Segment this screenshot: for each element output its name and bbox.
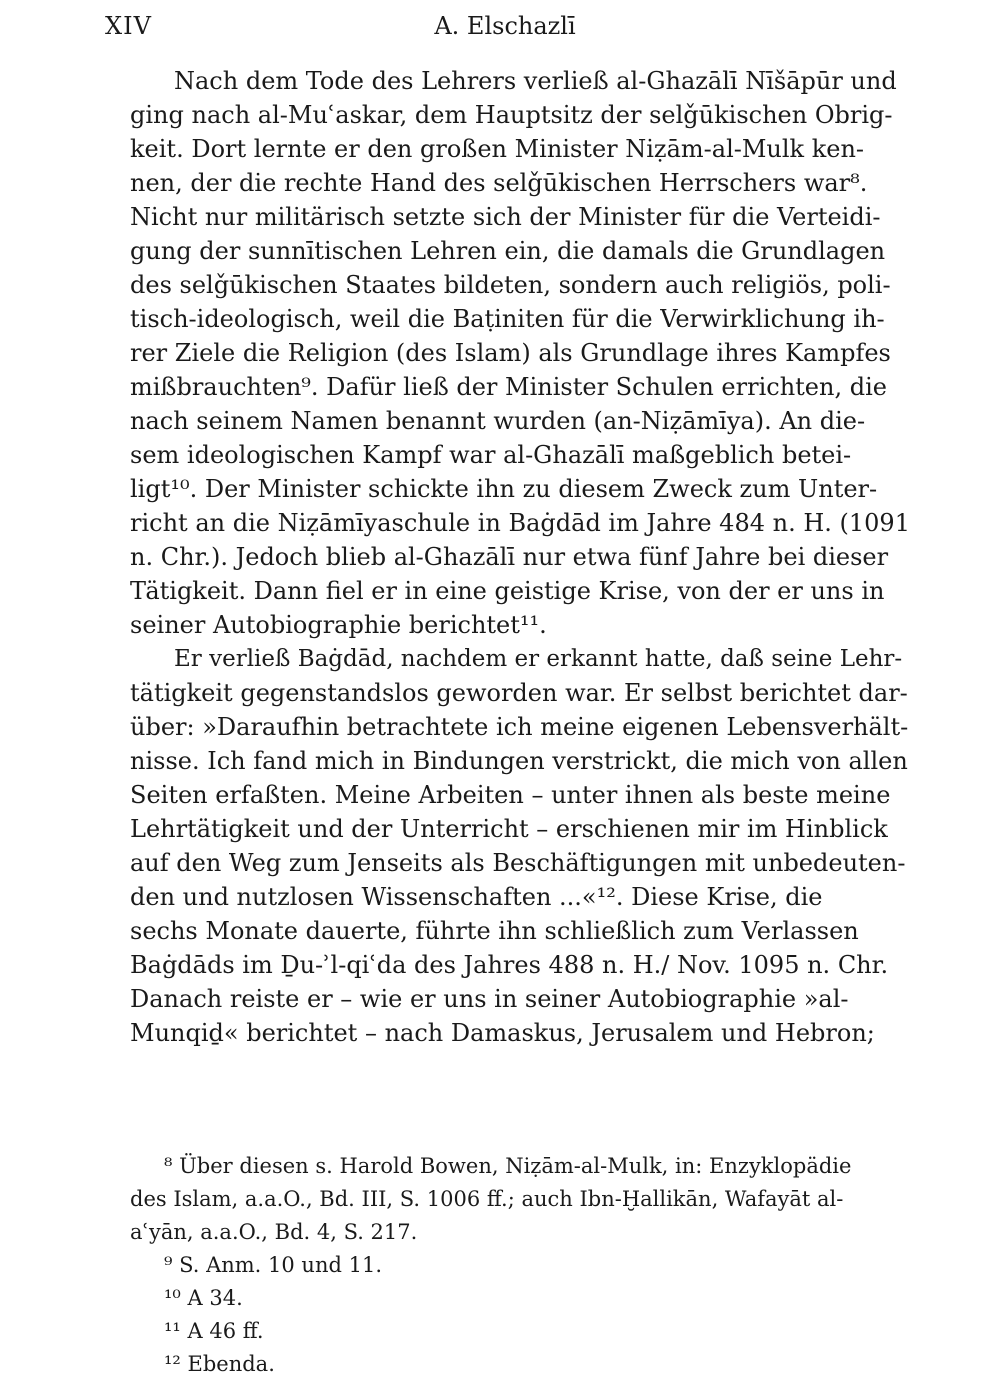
body-line: des selǧūkischen Staates bildeten, sondern auch religiös, poli- (130, 271, 891, 299)
body-line: Danach reiste er – wie er uns in seiner Autobiographie »al- (130, 985, 849, 1013)
body-line: rer Ziele die Religion (des Islam) als Grundlage ihres Kampfes (130, 339, 891, 367)
body-line: Tätigkeit. Dann fiel er in eine geistige Krise, von der er uns in (130, 577, 885, 605)
footnote-line: ⁸ Über diesen s. Harold Bowen, Niẓām-al-Mulk, in: Enzyklopädie (164, 1154, 852, 1178)
running-title: A. Elschazlī (434, 12, 576, 40)
page-header (105, 12, 905, 52)
body-line: über: »Daraufhin betrachtete ich meine eigenen Lebensverhält- (130, 713, 909, 741)
body-line: tätigkeit gegenstandslos geworden war. Er selbst berichtet dar- (130, 679, 908, 707)
body-line: nen, der die rechte Hand des selǧūkischen Herrschers war⁸. (130, 169, 868, 197)
body-line: tisch-ideologisch, weil die Baṭiniten für die Verwirklichung ih- (130, 305, 885, 333)
body-line: Munqiḏ« berichtet – nach Damaskus, Jerusalem und Hebron; (130, 1019, 875, 1047)
body-line: keit. Dort lernte er den großen Minister Niẓām-al-Mulk ken- (130, 135, 865, 163)
body-line: nisse. Ich fand mich in Bindungen verstrickt, die mich von allen (130, 747, 908, 775)
body-line: ligt¹⁰. Der Minister schickte ihn zu diesem Zweck zum Unter- (130, 475, 878, 503)
body-line: Er verließ Baġdād, nachdem er erkannt hatte, daß seine Lehr- (174, 646, 903, 672)
body-line: seiner Autobiographie berichtet¹¹. (130, 611, 547, 639)
body-line: Seiten erfaßten. Meine Arbeiten – unter ihnen als beste meine (130, 781, 891, 809)
body-line: Lehrtätigkeit und der Unterricht – erschienen mir im Hinblick (130, 815, 888, 843)
body-line: sem ideologischen Kampf war al-Ghazālī maßgeblich betei- (130, 441, 852, 469)
body-line: n. Chr.). Jedoch blieb al-Ghazālī nur etwa fünf Jahre bei dieser (130, 543, 889, 571)
footnote-line: ¹² Ebenda. (164, 1352, 275, 1376)
footnotes (130, 1150, 912, 1381)
body-line: nach seinem Namen benannt wurden (an-Niẓāmīya). An die- (130, 407, 866, 435)
body-line: sechs Monate dauerte, führte ihn schließlich zum Verlassen (130, 917, 859, 945)
body-line: auf den Weg zum Jenseits als Beschäftigungen mit unbedeuten- (130, 849, 906, 877)
footnote-line: aʿyān, a.a.O., Bd. 4, S. 217. (130, 1220, 418, 1244)
footnote-line: ¹¹ A 46 ff. (164, 1319, 264, 1343)
body-line: ging nach al-Muʿaskar, dem Hauptsitz der selǧūkischen Obrig- (130, 101, 893, 129)
footnote-line: ⁹ S. Anm. 10 und 11. (164, 1253, 382, 1277)
body-line: gung der sunnītischen Lehren ein, die damals die Grundlagen (130, 237, 886, 265)
body-text (130, 64, 912, 1050)
footnote-line: ¹⁰ A 34. (164, 1286, 243, 1310)
body-line: mißbrauchten⁹. Dafür ließ der Minister Schulen errichten, die (130, 373, 887, 401)
body-line: Nicht nur militärisch setzte sich der Minister für die Verteidi- (130, 203, 881, 231)
body-line: den und nutzlosen Wissenschaften ...«¹². Diese Krise, die (130, 883, 823, 911)
body-line: Baġdāds im Ḏu-ʾl-qiʿda des Jahres 488 n. H./ Nov. 1095 n. Chr. (130, 951, 889, 979)
body-line: Nach dem Tode des Lehrers verließ al-Ghazālī Nīšāpūr und (174, 67, 897, 95)
body-line: richt an die Niẓāmīyaschule in Baġdād im Jahre 484 n. H. (1091 (130, 509, 910, 537)
footnote-line: des Islam, a.a.O., Bd. III, S. 1006 ff.; auch Ibn-Ḫallikān, Wafayāt al- (130, 1187, 844, 1211)
page-number: XIV (105, 12, 152, 40)
